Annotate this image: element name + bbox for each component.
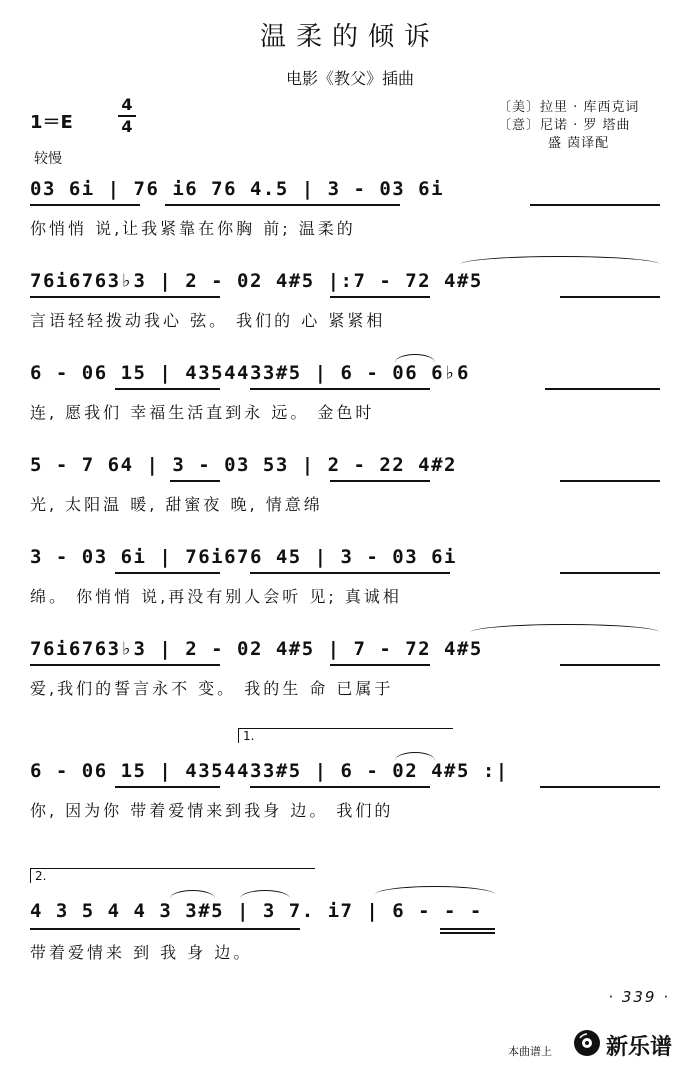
beat-underline (250, 572, 450, 574)
notation-line: 3 - 03 6i | 76i676 45 | 3 - 03 6i (30, 546, 457, 568)
beat-underline (30, 928, 300, 930)
notation-line: 4 3 5 4 4 3 3#5 | 3 7. i7 | 6 - - - (30, 900, 483, 922)
beat-underline (560, 296, 660, 298)
beat-underline (115, 572, 220, 574)
beat-underline (165, 204, 400, 206)
lyric-line: 你, 因为你 带着爱情来到我身 边。 我们的 (30, 801, 394, 820)
beat-underline (440, 932, 495, 934)
tie-slur (470, 624, 660, 641)
lyric-line: 连, 愿我们 幸福生活直到永 远。 金色时 (30, 403, 375, 422)
tie-slur (460, 256, 660, 273)
song-subtitle: 电影《教父》插曲 (285, 69, 414, 88)
page-number: · 339 · (608, 988, 670, 1006)
key-signature: 1＝E (30, 112, 73, 133)
notation-line: 76i6763♭3 | 2 - 02 4#5 | 7 - 72 4#5 (30, 638, 483, 660)
beat-underline (250, 786, 430, 788)
time-signature-top: 4 (121, 95, 133, 114)
beat-underline (440, 928, 495, 930)
tie-slur (395, 752, 435, 769)
beat-underline (560, 572, 660, 574)
beat-underline (30, 664, 220, 666)
beat-underline (330, 480, 430, 482)
beat-underline (115, 388, 220, 390)
lyric-line: 言语轻轻拨动我心 弦。 我们的 心 紧紧相 (30, 311, 386, 330)
beat-underline (540, 786, 660, 788)
beat-underline (250, 388, 430, 390)
beat-underline (560, 480, 660, 482)
credit-lyricist: 〔美〕拉里 · 库西克词 (498, 100, 640, 115)
music-disc-logo-icon (572, 1028, 602, 1058)
beat-underline (330, 296, 430, 298)
tempo-marking: 较慢 (34, 151, 62, 167)
volta-second-ending: 2. (30, 868, 315, 883)
beat-underline (330, 664, 430, 666)
lyric-line: 光, 太阳温 暖, 甜蜜夜 晚, 情意绵 (30, 495, 323, 514)
notation-line: 76i6763♭3 | 2 - 02 4#5 |:7 - 72 4#5 (30, 270, 483, 292)
notation-line: 5 - 7 64 | 3 - 03 53 | 2 - 22 4#2 (30, 454, 457, 476)
beat-underline (530, 204, 660, 206)
song-title: 温柔的倾诉 (259, 22, 440, 52)
lyric-line: 绵。 你悄悄 说,再没有别人会听 见; 真诚相 (30, 587, 402, 606)
credit-composer: 〔意〕尼诺 · 罗 塔曲 (498, 118, 631, 133)
site-logo-text: 新乐谱 (606, 1035, 673, 1060)
beat-underline (545, 388, 660, 390)
beat-underline (560, 664, 660, 666)
notation-line: 03 6i | 76 i6 76 4.5 | 3 - 03 6i (30, 178, 445, 200)
tie-slur (375, 886, 495, 903)
lyric-line: 爱,我们的誓言永不 变。 我的生 命 已属于 (30, 679, 394, 698)
tie-slur (395, 354, 435, 371)
beat-underline (30, 204, 140, 206)
notation-line: 6 - 06 15 | 4354433#5 | 6 - 06 6♭6 (30, 362, 470, 384)
tie-slur (240, 890, 290, 907)
credit-translator: 盛 茵译配 (548, 136, 610, 151)
beat-underline (30, 296, 220, 298)
lyric-line: 你悄悄 说,让我紧靠在你胸 前; 温柔的 (30, 219, 356, 238)
beat-underline (115, 786, 220, 788)
time-signature (118, 96, 136, 136)
source-caption: 本曲谱上 (508, 1045, 552, 1058)
lyric-line: 带着爱情来 到 我 身 边。 (30, 943, 253, 962)
beat-underline (170, 480, 220, 482)
volta-first-ending: 1. (238, 728, 453, 743)
notation-line: 6 - 06 15 | 4354433#5 | 6 - 02 4#5 :| (30, 760, 509, 782)
time-signature-bottom: 4 (121, 117, 133, 136)
tie-slur (170, 890, 215, 907)
